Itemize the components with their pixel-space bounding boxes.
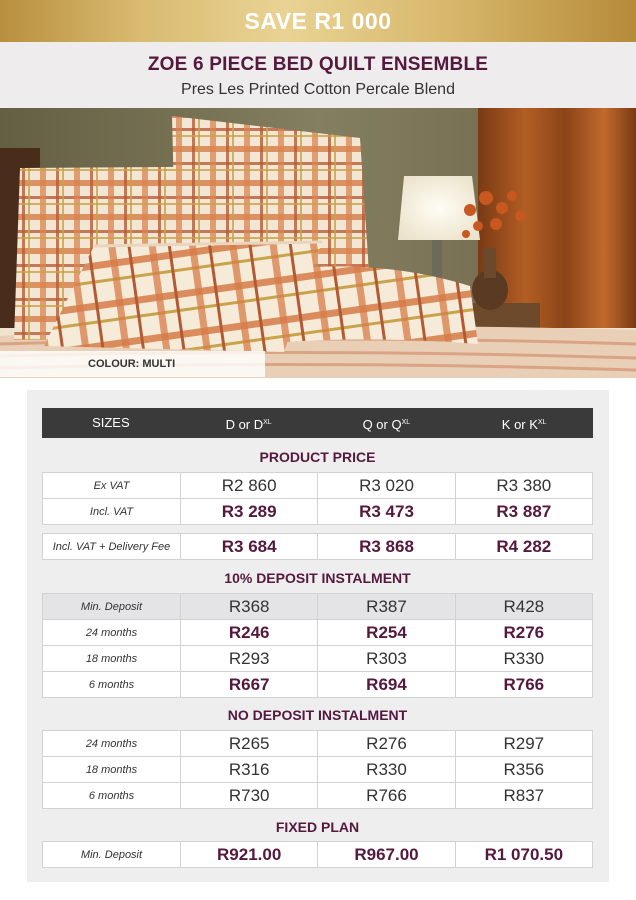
deposit-10-table bbox=[42, 593, 593, 698]
price-queen: R766 bbox=[318, 783, 455, 809]
price-double: R667 bbox=[181, 672, 318, 698]
table-row bbox=[43, 534, 593, 560]
header-double-text: D or D bbox=[225, 417, 264, 432]
section-no-deposit: NO DEPOSIT INSTALMENT bbox=[227, 707, 408, 723]
price-queen: R254 bbox=[318, 620, 455, 646]
price-queen: R694 bbox=[318, 672, 455, 698]
save-banner-text: SAVE R1 000 bbox=[244, 7, 392, 34]
price-double: R730 bbox=[181, 783, 318, 809]
price-queen: R3 020 bbox=[318, 473, 455, 499]
price-double: R246 bbox=[181, 620, 318, 646]
product-title-block bbox=[0, 42, 636, 108]
sizes-header-row bbox=[42, 408, 593, 438]
row-label: Min. Deposit bbox=[43, 594, 181, 620]
product-price-table bbox=[42, 472, 593, 525]
colour-label: COLOUR: MULTI bbox=[0, 351, 265, 377]
price-king: R3 380 bbox=[455, 473, 592, 499]
price-king: R766 bbox=[455, 672, 592, 698]
delivery-price-table bbox=[42, 533, 593, 560]
price-king: R356 bbox=[455, 757, 592, 783]
price-double: R265 bbox=[181, 731, 318, 757]
header-double-sup: XL bbox=[263, 419, 272, 426]
table-row bbox=[43, 473, 593, 499]
no-deposit-table bbox=[42, 730, 593, 809]
table-row bbox=[43, 499, 593, 525]
fixed-plan-table bbox=[42, 841, 593, 868]
header-king-sup: XL bbox=[537, 419, 547, 426]
price-queen: R3 868 bbox=[318, 534, 455, 560]
row-label: 18 months bbox=[43, 757, 181, 783]
row-label: Ex VAT bbox=[43, 473, 181, 499]
header-king-text: K or K bbox=[501, 417, 538, 432]
price-king: R276 bbox=[455, 620, 592, 646]
header-sizes: SIZES bbox=[92, 415, 130, 430]
table-row bbox=[43, 757, 593, 783]
price-king: R330 bbox=[455, 646, 592, 672]
row-label: 18 months bbox=[43, 646, 181, 672]
product-subtitle: Pres Les Printed Cotton Percale Blend bbox=[181, 81, 455, 98]
price-king: R837 bbox=[455, 783, 592, 809]
price-double: R293 bbox=[181, 646, 318, 672]
section-fixed-plan: FIXED PLAN bbox=[275, 819, 360, 835]
header-queen-text: Q or Q bbox=[362, 417, 402, 432]
table-row bbox=[43, 672, 593, 698]
price-queen: R276 bbox=[318, 731, 455, 757]
table-row bbox=[43, 783, 593, 809]
table-row bbox=[43, 594, 593, 620]
row-label: Incl. VAT bbox=[43, 499, 181, 525]
price-double: R2 860 bbox=[181, 473, 318, 499]
table-row bbox=[43, 646, 593, 672]
price-double: R3 684 bbox=[181, 534, 318, 560]
row-label: 24 months bbox=[43, 620, 181, 646]
price-double: R316 bbox=[181, 757, 318, 783]
row-label: 6 months bbox=[43, 783, 181, 809]
header-king bbox=[455, 408, 593, 438]
price-king: R428 bbox=[455, 594, 592, 620]
table-row bbox=[43, 620, 593, 646]
row-label: Min. Deposit bbox=[43, 842, 181, 868]
table-row bbox=[43, 842, 593, 868]
header-queen-sup: XL bbox=[401, 419, 411, 426]
price-queen: R3 473 bbox=[318, 499, 455, 525]
price-double: R368 bbox=[181, 594, 318, 620]
header-double bbox=[180, 408, 318, 438]
price-king: R297 bbox=[455, 731, 592, 757]
product-title: ZOE 6 PIECE BED QUILT ENSEMBLE bbox=[147, 54, 489, 75]
section-10-deposit: 10% DEPOSIT INSTALMENT bbox=[224, 570, 411, 586]
price-king: R3 887 bbox=[455, 499, 592, 525]
row-label: 24 months bbox=[43, 731, 181, 757]
price-queen: R303 bbox=[318, 646, 455, 672]
price-king: R4 282 bbox=[455, 534, 592, 560]
row-label: 6 months bbox=[43, 672, 181, 698]
price-queen: R967.00 bbox=[318, 842, 455, 868]
header-queen bbox=[318, 408, 456, 438]
row-label: Incl. VAT + Delivery Fee bbox=[43, 534, 181, 560]
price-queen: R330 bbox=[318, 757, 455, 783]
price-king: R1 070.50 bbox=[455, 842, 592, 868]
price-double: R921.00 bbox=[181, 842, 318, 868]
save-banner bbox=[0, 0, 636, 42]
price-queen: R387 bbox=[318, 594, 455, 620]
table-row bbox=[43, 731, 593, 757]
price-double: R3 289 bbox=[181, 499, 318, 525]
product-photo bbox=[0, 108, 636, 378]
section-product-price: PRODUCT PRICE bbox=[259, 449, 376, 465]
